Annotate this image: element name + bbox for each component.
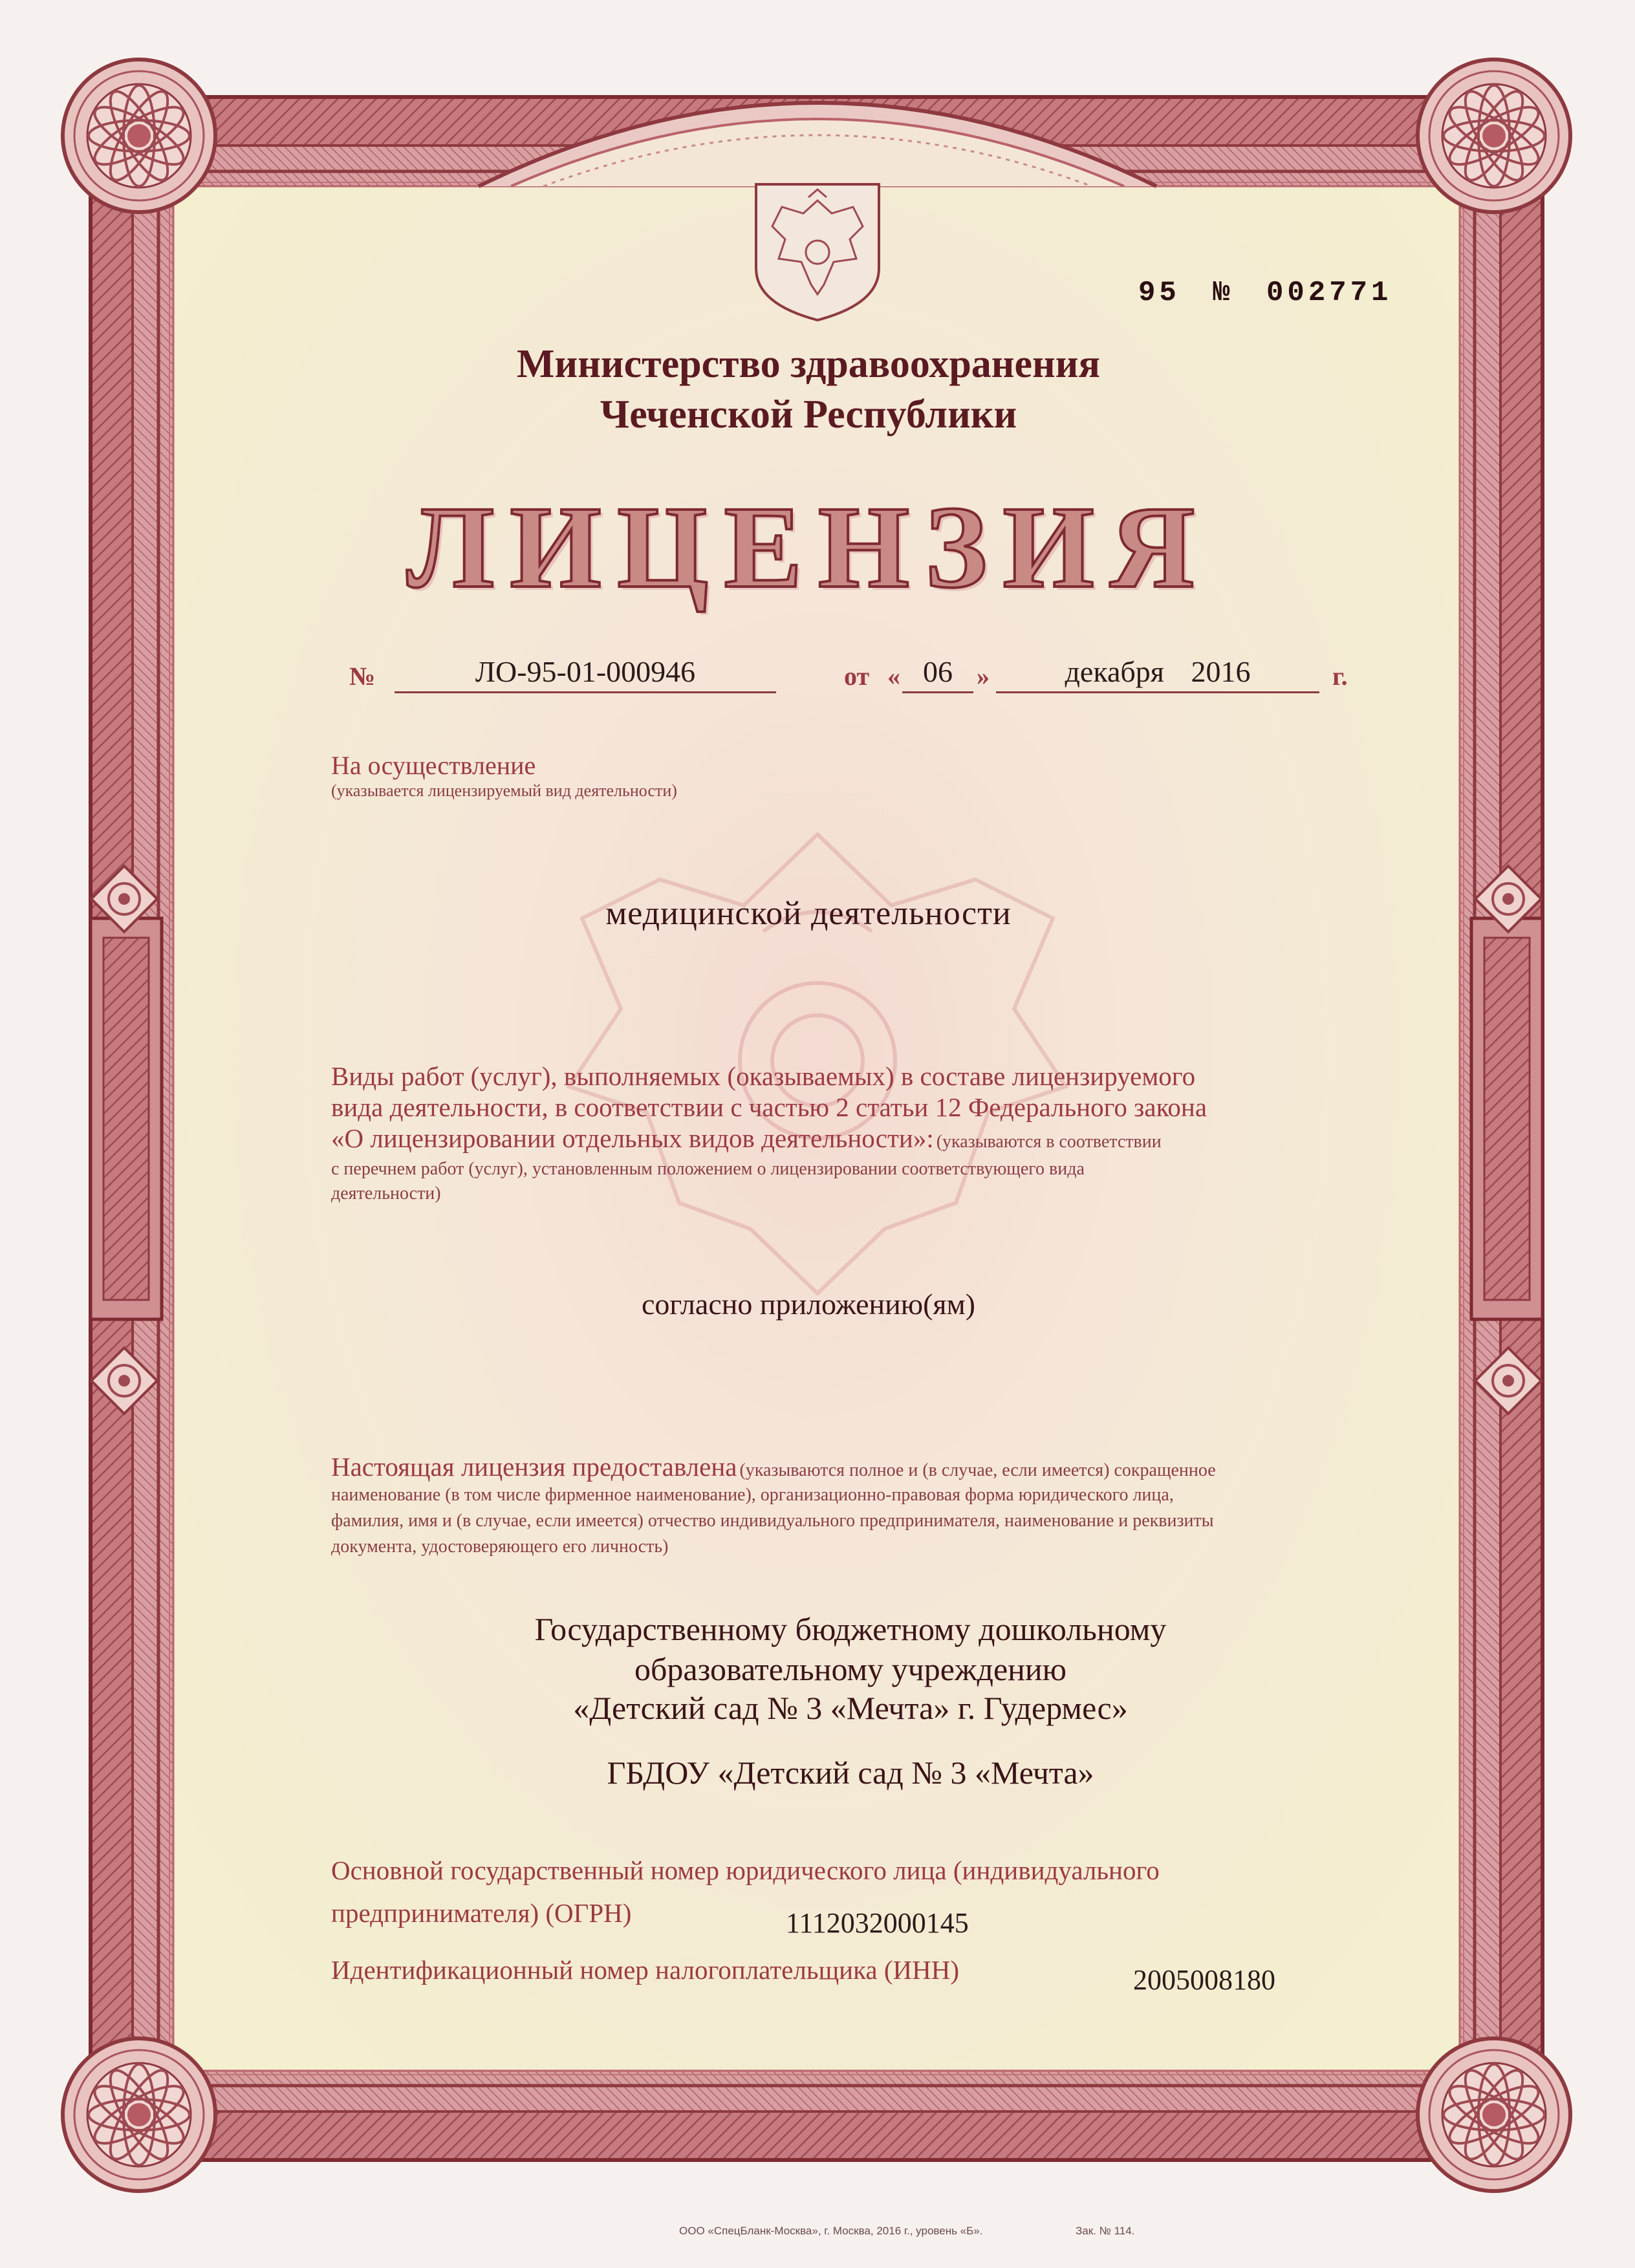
licensee-hint-line3: фамилия, имя и (в случае, если имеется) отчество индивидуального предпринимателя, наименование и реквизиты bbox=[331, 1511, 1214, 1531]
works-label-line3 bbox=[331, 1124, 1162, 1152]
order-number: Зак. № 114. bbox=[1076, 2225, 1135, 2237]
ministry-name-line2: Чеченской Республики bbox=[600, 393, 1017, 437]
works-label-line2: вида деятельности, в соответствии с частью 2 статьи 12 Федерального закона bbox=[331, 1092, 1207, 1122]
date-day: 06 bbox=[902, 654, 973, 693]
works-value: согласно приложению(ям) bbox=[642, 1288, 975, 1321]
licensee-label-hint: (указываются полное и (в случае, если имеется) сокращенное bbox=[739, 1460, 1216, 1480]
quote-open: « bbox=[887, 662, 900, 691]
licensee-hint-line4: документа, удостоверяющего его личность) bbox=[331, 1537, 669, 1557]
activity-value: медицинской деятельности bbox=[605, 895, 1012, 932]
licensee-label-main: Настоящая лицензия предоставлена bbox=[331, 1452, 737, 1482]
ministry-name-line1: Министерство здравоохранения bbox=[516, 342, 1101, 386]
activity-hint: (указывается лицензируемый вид деятельности) bbox=[331, 781, 677, 800]
licensee-hint-line2: наименование (в том числе фирменное наименование), организационно-правовая форма юридического лица, bbox=[331, 1485, 1174, 1505]
works-label-line1: Виды работ (услуг), выполняемых (оказываемых) в составе лицензируемого bbox=[331, 1061, 1196, 1091]
registration-number-sign: № bbox=[349, 662, 376, 691]
licensee-full-name-line1: Государственному бюджетному дошкольному bbox=[534, 1611, 1167, 1647]
ogrn-value: 1112032000145 bbox=[786, 1907, 969, 1939]
works-label-main: «О лицензировании отдельных видов деятельности»: bbox=[331, 1123, 934, 1153]
ogrn-label-line1: Основной государственный номер юридического лица (индивидуального bbox=[331, 1855, 1160, 1885]
blank-serial-number bbox=[1138, 277, 1410, 309]
date-year: 2016 bbox=[1191, 655, 1251, 688]
registration-number: ЛО-95-01-000946 bbox=[395, 654, 776, 693]
quote-close: » bbox=[977, 662, 990, 691]
serial-sign: № bbox=[1213, 277, 1234, 309]
licensee-full-name-line2: образовательному учреждению bbox=[634, 1651, 1067, 1687]
year-suffix: г. bbox=[1332, 662, 1348, 691]
works-label-hint: (указываются в соответствии bbox=[936, 1132, 1162, 1152]
inn-label: Идентификационный номер налогоплательщика (ИНН) bbox=[331, 1955, 959, 1985]
licensee-label-line1 bbox=[331, 1453, 1216, 1481]
works-hint-line2: с перечнем работ (услуг), установленным положением о лицензировании соответствующего вида bbox=[331, 1159, 1085, 1179]
date-month: декабря bbox=[1065, 655, 1164, 688]
ogrn-label-line2: предпринимателя) (ОГРН) bbox=[331, 1898, 632, 1928]
russian-coat-of-arms-icon bbox=[756, 184, 879, 320]
serial-number: 002771 bbox=[1266, 277, 1392, 309]
document-title: ЛИЦЕНЗИЯ bbox=[406, 482, 1211, 612]
activity-label: На осуществление bbox=[331, 751, 536, 780]
date-month-year bbox=[996, 654, 1319, 693]
serial-series: 95 bbox=[1138, 277, 1180, 309]
printer-imprint: ООО «СпецБланк-Москва», г. Москва, 2016 г., уровень «Б». bbox=[679, 2225, 983, 2237]
works-hint-line3: деятельности) bbox=[331, 1183, 441, 1204]
inn-value: 2005008180 bbox=[1133, 1964, 1275, 1996]
licensee-short-name: ГБДОУ «Детский сад № 3 «Мечта» bbox=[607, 1755, 1094, 1791]
licensee-full-name-line3: «Детский сад № 3 «Мечта» г. Гудермес» bbox=[573, 1690, 1128, 1726]
date-from-label: от bbox=[844, 662, 870, 691]
